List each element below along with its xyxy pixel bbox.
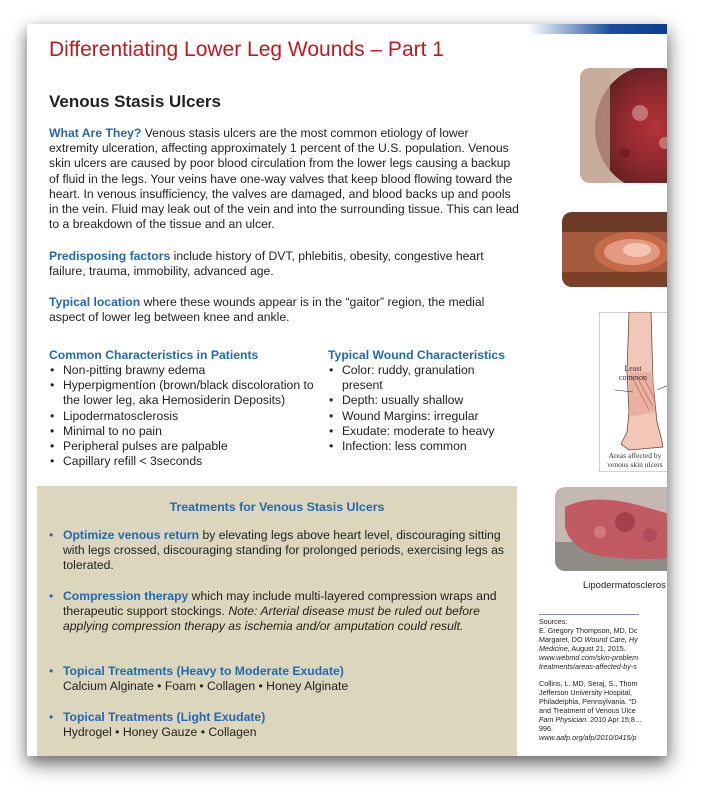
wound-heading: Typical Wound Characteristics xyxy=(328,348,505,362)
source-text: , August 21, 2015. xyxy=(567,644,626,653)
section-heading: Venous Stasis Ulcers xyxy=(49,92,221,111)
what-are-they-text: Venous stasis ulcers are the most common etiology of lower extremity ulceration, affecting approximately 1 percent of the U.S. population. Venous skin ulcers are caused by poor blood circulation from the lower legs causing a backup of fluid in the legs. Your veins have one-way valves that keep blood flowing toward the heart. In venous insufficiency, the valves are damaged, and blood backs up and pools in the vein. Fluid may leak out of the vein and into the surrounding tissue. This can lead to a breakdown of the tissue and an ulcer. xyxy=(49,126,519,232)
source-line: Jefferson University Hospital, xyxy=(539,688,632,697)
treatment-options: Hydrogel • Honey Gauze • Collagen xyxy=(63,725,257,740)
list-item: • Non-pitting brawny edema xyxy=(49,363,324,378)
source-link xyxy=(539,662,667,671)
caption-line-2: venous skin ulcers xyxy=(607,459,663,469)
treatment-note: Note: Arterial disease must be ruled out before applying compression therapy as ischemia and/or amputation could result. xyxy=(63,604,480,634)
source-italic: www.webmd.com/skin-problem xyxy=(539,653,639,662)
document-page xyxy=(27,24,667,756)
location-paragraph xyxy=(49,295,519,325)
predisposing-paragraph xyxy=(49,249,519,279)
bullet-icon: • xyxy=(49,664,54,678)
wound-photo-bottom xyxy=(555,487,667,571)
patients-list xyxy=(49,363,324,469)
source-text: . 2010 Apr 15;8… xyxy=(586,715,643,724)
treatments-title: Treatments for Venous Stasis Ulcers xyxy=(169,500,385,514)
bullet-icon: • xyxy=(49,710,54,724)
what-are-they-label: What Are They? xyxy=(49,126,142,140)
sources-block xyxy=(539,614,667,742)
leg-diagram xyxy=(599,312,667,472)
wound-photo-middle xyxy=(562,212,667,287)
list-item: • Depth: usually shallow xyxy=(328,393,503,408)
header-accent-bar xyxy=(527,24,667,34)
source-line xyxy=(539,635,667,644)
what-are-they-paragraph xyxy=(49,126,519,232)
treatment-text: which may include multi-layered compression wraps and therapeutic support stockings. xyxy=(63,589,497,619)
common-text: common xyxy=(619,373,647,382)
treatment-item xyxy=(49,528,518,574)
list-item: • Capillary refill < 3seconds xyxy=(49,454,324,469)
list-item: • Infection: less common xyxy=(328,439,503,454)
treatment-label: Optimize venous return xyxy=(63,528,200,542)
source-italic: Wound Care, Hy xyxy=(584,635,638,644)
source-line xyxy=(539,715,667,724)
treatment-text: by elevating legs above heart level, discouraging sitting with legs crossed, discouraging standing for prolonged periods, exercising legs as tolerated. xyxy=(63,528,505,573)
source-line: 996. xyxy=(539,724,553,733)
photo-caption: Lipodermatoscleros xyxy=(583,580,666,591)
location-label: Typical location xyxy=(49,295,141,309)
list-item: • Hyperpigmentíon (brown/black discoloration to the lower leg, aka Hemosiderin Deposits) xyxy=(49,378,324,408)
list-item: • Peripheral pulses are palpable xyxy=(49,439,324,454)
page-title: Differentiating Lower Leg Wounds – Part 1 xyxy=(49,38,444,61)
treatment-label: Compression therapy xyxy=(63,589,189,603)
treatment-options: Calcium Alginate • Foam • Collagen • Honey Alginate xyxy=(63,679,349,694)
source-italic: www.aafp.org/afp/2010/0415/p xyxy=(539,733,637,742)
treatments-box xyxy=(37,486,517,756)
least-common-label xyxy=(619,364,647,382)
source-line: Philadelphia, Pennsylvania. “D xyxy=(539,697,637,706)
source-link xyxy=(539,653,667,662)
treatment-item xyxy=(49,589,518,635)
caption-line-1: Areas affected by xyxy=(608,451,662,460)
list-item: • Wound Margins: irregular xyxy=(328,409,503,424)
bullet-icon: • xyxy=(49,528,54,542)
source-line: E. Gregory Thompson, MD, Dc xyxy=(539,626,638,635)
list-item: • Lipodermatosclerosis xyxy=(49,409,324,424)
sources-divider xyxy=(539,614,639,615)
location-text: where these wounds appear is in the “gaitor” region, the medial aspect of lower leg between knee and ankle. xyxy=(49,295,485,325)
source-line: Collins, L. MD, Seraj, S., Thom xyxy=(539,679,638,688)
source-line: and Treatment of Venous Ulce xyxy=(539,706,636,715)
source-line xyxy=(539,644,667,653)
source-text: Margaret, DO xyxy=(539,635,585,644)
predisposing-text: include history of DVT, phlebitis, obesity, congestive heart failure, trauma, immobility, advanced age. xyxy=(49,249,484,279)
wound-list xyxy=(328,363,503,454)
wound-photo-top xyxy=(580,68,667,183)
treatment-item xyxy=(49,710,518,740)
source-italic: treatments/areas-affected-by-s xyxy=(539,662,637,671)
diagram-caption xyxy=(599,452,667,469)
sources-label: Sources: xyxy=(539,617,568,626)
bullet-icon: • xyxy=(49,589,54,603)
source-link xyxy=(539,733,667,742)
patients-heading: Common Characteristics in Patients xyxy=(49,348,259,362)
list-item: • Color: ruddy, granulation present xyxy=(328,363,503,393)
list-item: • Exudate: moderate to heavy xyxy=(328,424,503,439)
predisposing-label: Predisposing factors xyxy=(49,249,171,263)
treatment-label: Topical Treatments (Light Exudate) xyxy=(63,710,266,724)
source-italic: Medicine xyxy=(539,644,568,653)
source-italic: Fam Physician xyxy=(539,715,587,724)
least-text: Least xyxy=(624,364,642,373)
treatment-label: Topical Treatments (Heavy to Moderate Exudate) xyxy=(63,664,344,678)
leg-illustration xyxy=(599,312,667,472)
treatment-item xyxy=(49,664,518,694)
list-item: • Minimal to no pain xyxy=(49,424,324,439)
